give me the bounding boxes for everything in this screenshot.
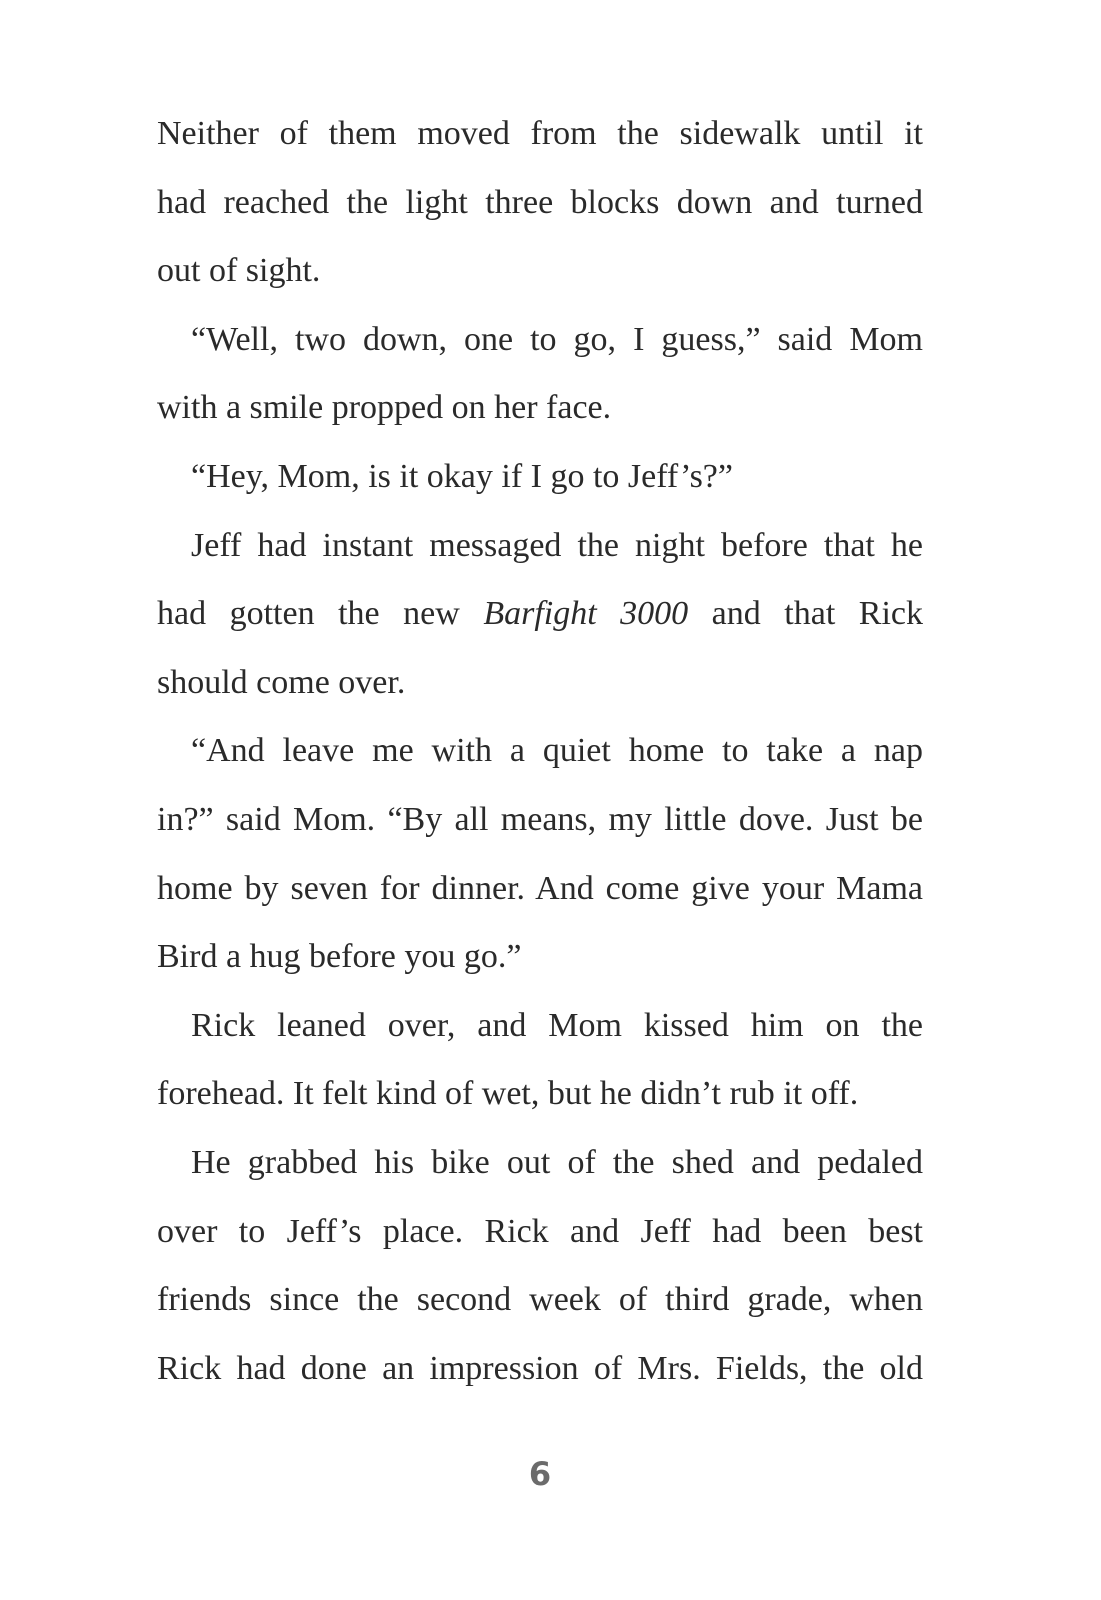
text-line: Rick leaned over, and Mom kissed him on the bbox=[191, 1006, 923, 1044]
body-text bbox=[157, 100, 923, 1403]
text-line: Jeff had instant messaged the night before that he bbox=[191, 526, 923, 564]
text-line: over to Jeff’s place. Rick and Jeff had been best bbox=[157, 1212, 923, 1250]
text-line: in?” said Mom. “By all means, my little dove. Just be bbox=[157, 800, 923, 838]
game-title: Barfight 3000 bbox=[483, 595, 689, 633]
text-line bbox=[157, 580, 923, 649]
text-line: had reached the light three blocks down and turned bbox=[157, 183, 923, 221]
page-number: 6 bbox=[528, 1455, 552, 1493]
text-segment: and that Rick bbox=[688, 595, 923, 633]
text-line: forehead. It felt kind of wet, but he didn’t rub it off. bbox=[157, 1075, 859, 1113]
text-line: “Hey, Mom, is it okay if I go to Jeff’s?” bbox=[191, 457, 733, 495]
text-line: “Well, two down, one to go, I guess,” said Mom bbox=[191, 320, 923, 358]
text-line: home by seven for dinner. And come give your Mama bbox=[157, 869, 923, 907]
text-line: friends since the second week of third grade, when bbox=[157, 1281, 923, 1319]
text-line: Neither of them moved from the sidewalk until it bbox=[157, 115, 923, 152]
text-line: “And leave me with a quiet home to take a nap bbox=[191, 732, 923, 770]
text-line: with a smile propped on her face. bbox=[157, 389, 612, 427]
text-line: He grabbed his bike out of the shed and pedaled bbox=[191, 1143, 923, 1181]
text-line: Rick had done an impression of Mrs. Fields, the old bbox=[157, 1349, 923, 1387]
text-line: out of sight. bbox=[157, 252, 321, 290]
text-segment: had gotten the new bbox=[157, 595, 484, 633]
text-line: should come over. bbox=[157, 663, 406, 701]
text-line: Bird a hug before you go.” bbox=[157, 938, 522, 976]
